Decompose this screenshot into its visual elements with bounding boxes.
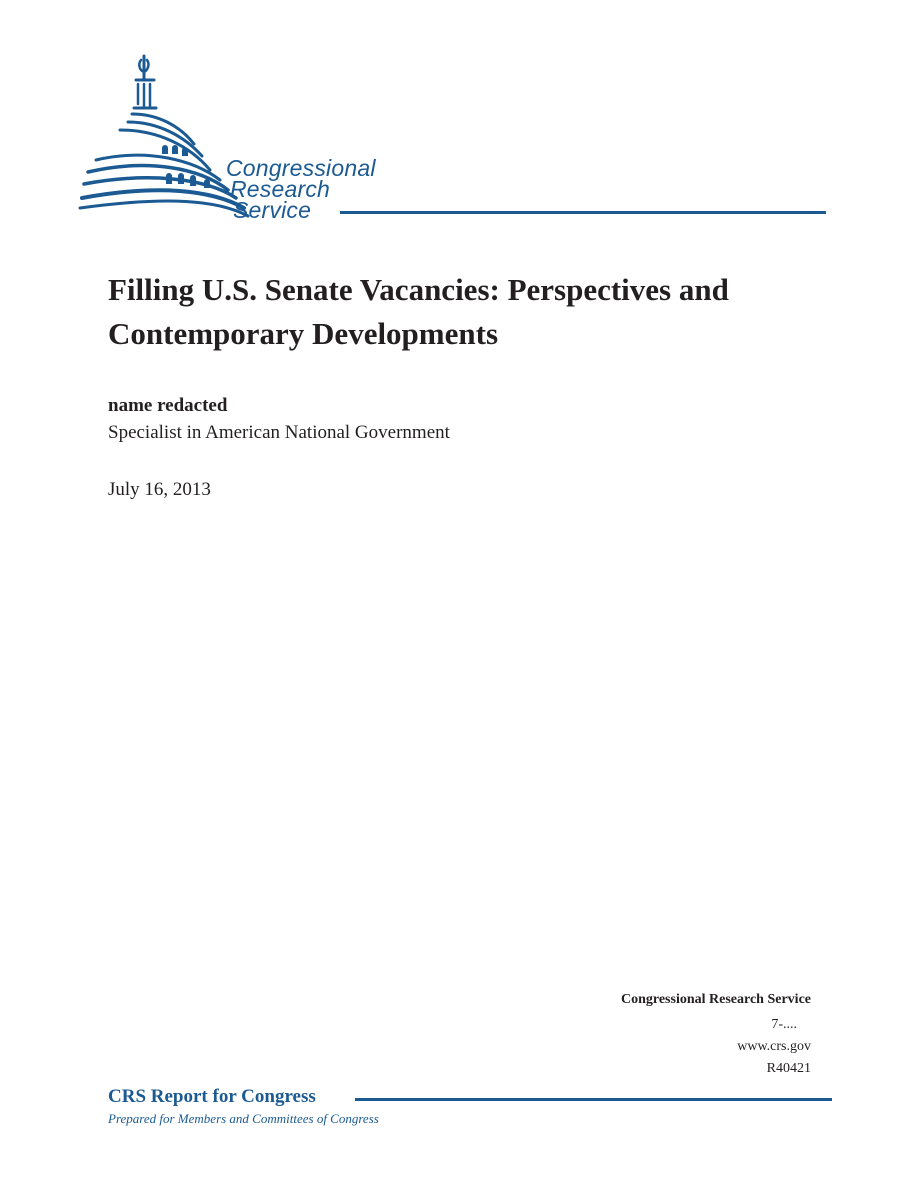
capitol-dome-icon bbox=[78, 52, 838, 227]
report-date: July 16, 2013 bbox=[108, 479, 211, 500]
publisher-block bbox=[621, 990, 811, 1080]
logo-text-congressional: Congressional bbox=[226, 155, 376, 181]
footer-divider bbox=[355, 1098, 832, 1101]
website-link[interactable]: www.crs.gov bbox=[737, 1039, 811, 1054]
logo-text-service: Service bbox=[233, 197, 312, 223]
phone-number: 7-.... bbox=[771, 1017, 797, 1032]
report-title: Filling U.S. Senate Vacancies: Perspectives and Contemporary Developments bbox=[108, 272, 729, 351]
footer-tagline: Prepared for Members and Committees of Congress bbox=[108, 1111, 379, 1126]
report-id: R40421 bbox=[766, 1061, 811, 1076]
footer-series-title: CRS Report for Congress bbox=[108, 1086, 316, 1107]
logo-divider bbox=[340, 211, 826, 214]
author-role: Specialist in American National Government bbox=[108, 422, 450, 443]
logo-text-research: Research bbox=[230, 176, 331, 202]
publisher-name: Congressional Research Service bbox=[620, 992, 811, 1007]
author-name: name redacted bbox=[108, 395, 228, 416]
